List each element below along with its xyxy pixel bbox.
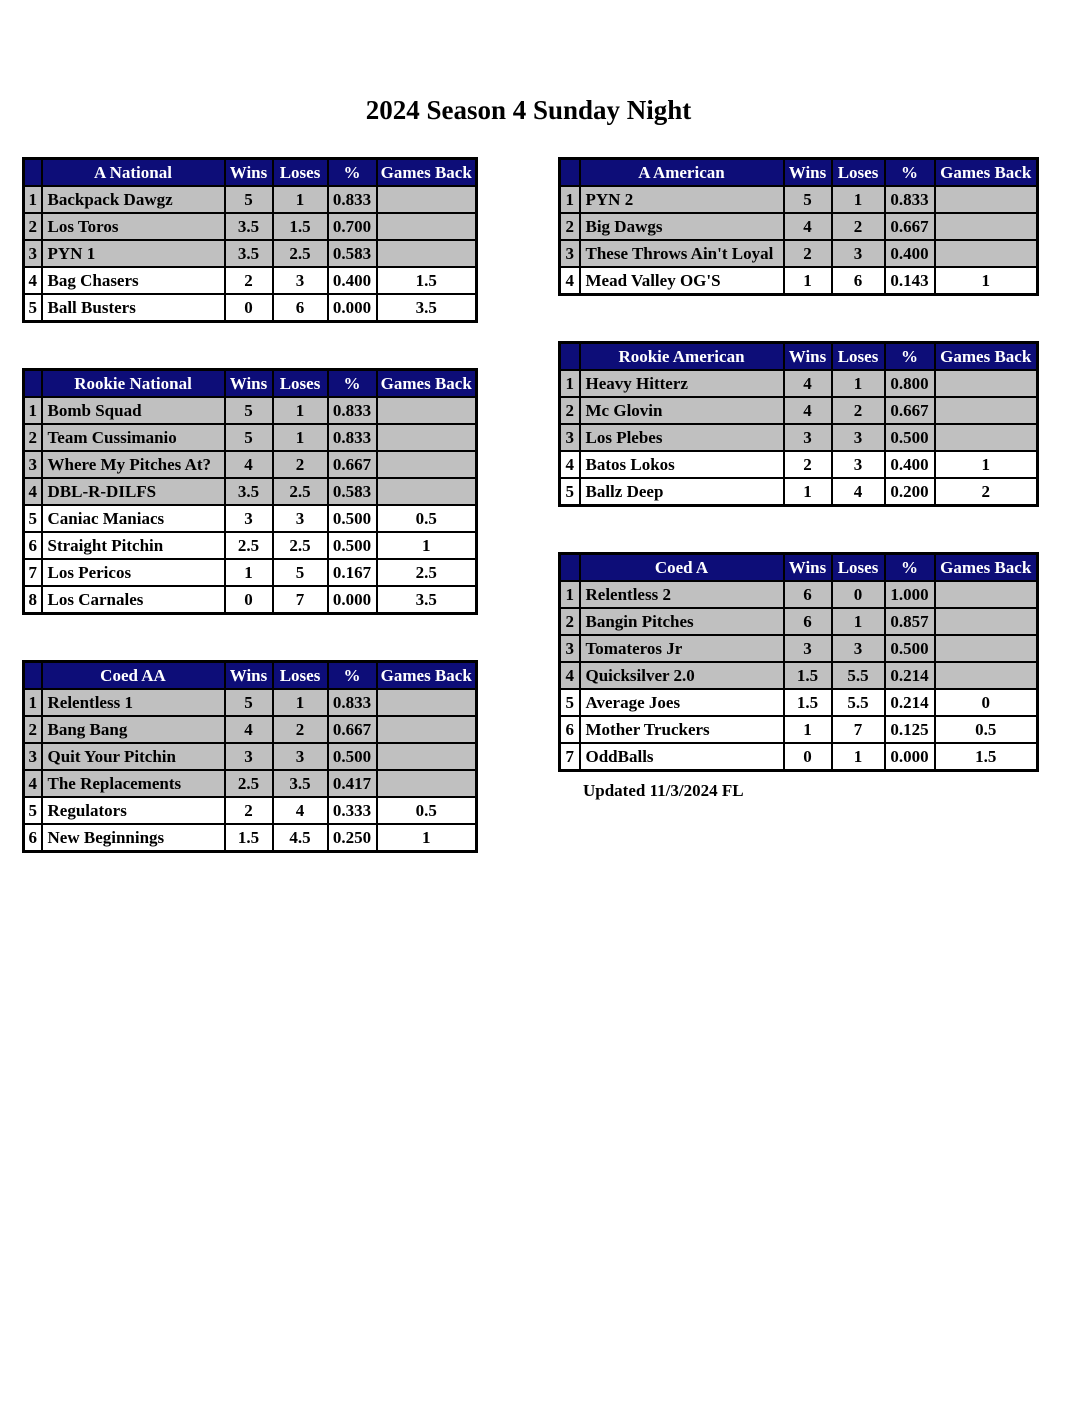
rank-cell: 4 bbox=[24, 478, 42, 505]
rank-cell: 2 bbox=[560, 608, 580, 635]
loses-cell: 3 bbox=[273, 505, 328, 532]
wins-cell: 2.5 bbox=[225, 770, 273, 797]
loses-cell: 7 bbox=[832, 716, 885, 743]
pct-header: % bbox=[328, 159, 377, 187]
wins-header: Wins bbox=[784, 554, 832, 582]
team-row bbox=[24, 797, 477, 824]
division-title: A American bbox=[580, 159, 784, 187]
header-row bbox=[560, 343, 1038, 371]
rank-cell: 2 bbox=[560, 213, 580, 240]
wins-cell: 5 bbox=[784, 186, 832, 213]
games-back-cell bbox=[935, 581, 1038, 608]
games-back-cell: 1 bbox=[935, 451, 1038, 478]
loses-header: Loses bbox=[273, 159, 328, 187]
loses-cell: 1 bbox=[832, 186, 885, 213]
team-name: Los Toros bbox=[42, 213, 225, 240]
pct-cell: 0.333 bbox=[328, 797, 377, 824]
pct-cell: 0.500 bbox=[885, 424, 935, 451]
team-name: Bang Bang bbox=[42, 716, 225, 743]
team-row bbox=[24, 294, 477, 322]
loses-cell: 1 bbox=[273, 397, 328, 424]
wins-cell: 5 bbox=[225, 397, 273, 424]
loses-cell: 3.5 bbox=[273, 770, 328, 797]
wins-cell: 1 bbox=[784, 478, 832, 506]
team-row bbox=[560, 689, 1038, 716]
team-row bbox=[24, 716, 477, 743]
pct-cell: 0.833 bbox=[328, 397, 377, 424]
pct-cell: 0.500 bbox=[328, 743, 377, 770]
wins-cell: 3 bbox=[225, 505, 273, 532]
pct-cell: 0.667 bbox=[885, 213, 935, 240]
rank-cell: 4 bbox=[24, 267, 42, 294]
rank-header-cell bbox=[24, 662, 42, 690]
team-name: PYN 2 bbox=[580, 186, 784, 213]
pct-cell: 0.143 bbox=[885, 267, 935, 295]
games-back-header: Games Back bbox=[935, 159, 1038, 187]
team-name: Big Dawgs bbox=[580, 213, 784, 240]
wins-cell: 3.5 bbox=[225, 213, 273, 240]
rank-header-cell bbox=[24, 370, 42, 398]
loses-cell: 2 bbox=[832, 213, 885, 240]
team-name: Straight Pitchin bbox=[42, 532, 225, 559]
rank-cell: 7 bbox=[560, 743, 580, 771]
team-name: Ballz Deep bbox=[580, 478, 784, 506]
loses-cell: 1 bbox=[832, 743, 885, 771]
loses-cell: 1 bbox=[273, 424, 328, 451]
rank-cell: 5 bbox=[560, 478, 580, 506]
pct-cell: 0.417 bbox=[328, 770, 377, 797]
rank-cell: 1 bbox=[560, 370, 580, 397]
rank-header-cell bbox=[560, 343, 580, 371]
rank-cell: 6 bbox=[560, 716, 580, 743]
loses-cell: 1 bbox=[832, 608, 885, 635]
team-name: Relentless 1 bbox=[42, 689, 225, 716]
rank-cell: 5 bbox=[24, 797, 42, 824]
team-row bbox=[560, 370, 1038, 397]
games-back-cell bbox=[377, 478, 477, 505]
loses-cell: 3 bbox=[273, 743, 328, 770]
wins-cell: 1.5 bbox=[784, 662, 832, 689]
team-name: Team Cussimanio bbox=[42, 424, 225, 451]
games-back-cell bbox=[377, 240, 477, 267]
team-row bbox=[24, 532, 477, 559]
games-back-cell: 1 bbox=[377, 824, 477, 852]
standings-table-coed-a bbox=[558, 552, 1039, 772]
team-name: Regulators bbox=[42, 797, 225, 824]
team-row bbox=[560, 240, 1038, 267]
header-row bbox=[560, 554, 1038, 582]
team-row bbox=[24, 689, 477, 716]
wins-cell: 3 bbox=[784, 635, 832, 662]
games-back-cell: 0 bbox=[935, 689, 1038, 716]
wins-cell: 3.5 bbox=[225, 240, 273, 267]
wins-cell: 2 bbox=[784, 240, 832, 267]
loses-cell: 3 bbox=[832, 424, 885, 451]
team-name: Bomb Squad bbox=[42, 397, 225, 424]
team-name: Bag Chasers bbox=[42, 267, 225, 294]
wins-cell: 1 bbox=[784, 267, 832, 295]
rank-cell: 1 bbox=[560, 186, 580, 213]
team-row bbox=[24, 451, 477, 478]
games-back-cell: 0.5 bbox=[377, 797, 477, 824]
pct-cell: 0.500 bbox=[328, 505, 377, 532]
team-row bbox=[560, 186, 1038, 213]
pct-cell: 0.667 bbox=[328, 451, 377, 478]
rank-cell: 5 bbox=[560, 689, 580, 716]
team-name: OddBalls bbox=[580, 743, 784, 771]
team-name: PYN 1 bbox=[42, 240, 225, 267]
pct-cell: 0.214 bbox=[885, 689, 935, 716]
loses-cell: 2.5 bbox=[273, 240, 328, 267]
team-row bbox=[24, 240, 477, 267]
loses-cell: 5.5 bbox=[832, 662, 885, 689]
loses-cell: 2 bbox=[273, 451, 328, 478]
rank-cell: 4 bbox=[560, 267, 580, 295]
rank-cell: 1 bbox=[560, 581, 580, 608]
loses-cell: 0 bbox=[832, 581, 885, 608]
pct-cell: 0.500 bbox=[328, 532, 377, 559]
games-back-cell bbox=[377, 743, 477, 770]
rank-cell: 5 bbox=[24, 505, 42, 532]
games-back-cell: 1.5 bbox=[377, 267, 477, 294]
standings-table-rookie-national bbox=[22, 368, 478, 615]
loses-cell: 1 bbox=[832, 370, 885, 397]
wins-cell: 2.5 bbox=[225, 532, 273, 559]
games-back-cell bbox=[377, 213, 477, 240]
team-row bbox=[24, 586, 477, 614]
page-title: 2024 Season 4 Sunday Night bbox=[365, 95, 692, 125]
left-column bbox=[22, 157, 478, 898]
wins-header: Wins bbox=[784, 159, 832, 187]
wins-cell: 1.5 bbox=[225, 824, 273, 852]
wins-cell: 2 bbox=[784, 451, 832, 478]
wins-cell: 5 bbox=[225, 689, 273, 716]
rank-cell: 3 bbox=[560, 635, 580, 662]
games-back-cell bbox=[935, 424, 1038, 451]
rank-header-cell bbox=[560, 159, 580, 187]
team-row bbox=[24, 743, 477, 770]
team-row bbox=[560, 478, 1038, 506]
pct-cell: 0.200 bbox=[885, 478, 935, 506]
loses-cell: 2.5 bbox=[273, 478, 328, 505]
pct-cell: 0.800 bbox=[885, 370, 935, 397]
loses-cell: 3 bbox=[832, 240, 885, 267]
team-name: New Beginnings bbox=[42, 824, 225, 852]
loses-header: Loses bbox=[832, 554, 885, 582]
games-back-cell: 2 bbox=[935, 478, 1038, 506]
team-name: Heavy Hitterz bbox=[580, 370, 784, 397]
loses-cell: 4 bbox=[273, 797, 328, 824]
wins-cell: 0 bbox=[225, 586, 273, 614]
games-back-cell bbox=[377, 716, 477, 743]
loses-cell: 7 bbox=[273, 586, 328, 614]
rank-cell: 3 bbox=[24, 743, 42, 770]
pct-header: % bbox=[885, 159, 935, 187]
pct-header: % bbox=[328, 370, 377, 398]
pct-cell: 0.833 bbox=[328, 689, 377, 716]
pct-cell: 0.583 bbox=[328, 478, 377, 505]
pct-header: % bbox=[885, 554, 935, 582]
loses-cell: 6 bbox=[273, 294, 328, 322]
rank-cell: 8 bbox=[24, 586, 42, 614]
games-back-cell: 2.5 bbox=[377, 559, 477, 586]
team-row bbox=[560, 716, 1038, 743]
header-row bbox=[24, 370, 477, 398]
loses-header: Loses bbox=[832, 343, 885, 371]
loses-cell: 5.5 bbox=[832, 689, 885, 716]
games-back-cell bbox=[935, 662, 1038, 689]
pct-cell: 0.833 bbox=[328, 186, 377, 213]
games-back-cell bbox=[377, 451, 477, 478]
rank-cell: 3 bbox=[24, 240, 42, 267]
pct-header: % bbox=[328, 662, 377, 690]
team-name: Relentless 2 bbox=[580, 581, 784, 608]
pct-cell: 0.000 bbox=[328, 586, 377, 614]
rank-cell: 4 bbox=[560, 662, 580, 689]
rank-cell: 2 bbox=[24, 424, 42, 451]
rank-cell: 3 bbox=[560, 240, 580, 267]
wins-header: Wins bbox=[225, 662, 273, 690]
pct-cell: 0.833 bbox=[328, 424, 377, 451]
pct-cell: 0.125 bbox=[885, 716, 935, 743]
team-row bbox=[24, 505, 477, 532]
rank-cell: 2 bbox=[24, 213, 42, 240]
pct-cell: 0.857 bbox=[885, 608, 935, 635]
games-back-cell: 1 bbox=[935, 267, 1038, 295]
wins-cell: 0 bbox=[225, 294, 273, 322]
loses-cell: 4 bbox=[832, 478, 885, 506]
wins-cell: 4 bbox=[784, 213, 832, 240]
games-back-header: Games Back bbox=[377, 159, 477, 187]
wins-cell: 1 bbox=[784, 716, 832, 743]
division-title: Rookie American bbox=[580, 343, 784, 371]
wins-cell: 0 bbox=[784, 743, 832, 771]
games-back-cell bbox=[935, 186, 1038, 213]
wins-cell: 3 bbox=[225, 743, 273, 770]
pct-cell: 0.250 bbox=[328, 824, 377, 852]
loses-cell: 2.5 bbox=[273, 532, 328, 559]
standings-table-rookie-american bbox=[558, 341, 1039, 507]
team-row bbox=[560, 608, 1038, 635]
wins-cell: 4 bbox=[784, 397, 832, 424]
games-back-cell bbox=[935, 240, 1038, 267]
team-name: Ball Busters bbox=[42, 294, 225, 322]
games-back-cell: 0.5 bbox=[377, 505, 477, 532]
pct-cell: 0.583 bbox=[328, 240, 377, 267]
rank-header-cell bbox=[24, 159, 42, 187]
division-title: Rookie National bbox=[42, 370, 225, 398]
games-back-cell bbox=[377, 689, 477, 716]
loses-cell: 1.5 bbox=[273, 213, 328, 240]
team-row bbox=[24, 559, 477, 586]
team-row bbox=[560, 267, 1038, 295]
team-name: Los Plebes bbox=[580, 424, 784, 451]
team-name: These Throws Ain't Loyal bbox=[580, 240, 784, 267]
header-row bbox=[24, 159, 477, 187]
games-back-cell: 3.5 bbox=[377, 586, 477, 614]
team-name: Mother Truckers bbox=[580, 716, 784, 743]
wins-cell: 1.5 bbox=[784, 689, 832, 716]
games-back-cell: 1 bbox=[377, 532, 477, 559]
wins-cell: 1 bbox=[225, 559, 273, 586]
games-back-cell bbox=[377, 186, 477, 213]
pct-cell: 0.400 bbox=[885, 451, 935, 478]
wins-cell: 2 bbox=[225, 797, 273, 824]
games-back-cell bbox=[935, 213, 1038, 240]
pct-cell: 0.500 bbox=[885, 635, 935, 662]
rank-cell: 4 bbox=[560, 451, 580, 478]
wins-cell: 3.5 bbox=[225, 478, 273, 505]
pct-cell: 0.833 bbox=[885, 186, 935, 213]
games-back-cell bbox=[935, 608, 1038, 635]
wins-cell: 3 bbox=[784, 424, 832, 451]
team-name: Mc Glovin bbox=[580, 397, 784, 424]
team-name: Batos Lokos bbox=[580, 451, 784, 478]
team-row bbox=[560, 581, 1038, 608]
team-row bbox=[24, 267, 477, 294]
team-row bbox=[560, 213, 1038, 240]
rank-cell: 7 bbox=[24, 559, 42, 586]
team-name: Bangin Pitches bbox=[580, 608, 784, 635]
loses-cell: 1 bbox=[273, 689, 328, 716]
team-row bbox=[24, 770, 477, 797]
team-row bbox=[24, 478, 477, 505]
wins-header: Wins bbox=[225, 370, 273, 398]
header-row bbox=[24, 662, 477, 690]
team-name: Quit Your Pitchin bbox=[42, 743, 225, 770]
loses-cell: 3 bbox=[832, 451, 885, 478]
team-row bbox=[24, 824, 477, 852]
wins-cell: 5 bbox=[225, 186, 273, 213]
wins-cell: 2 bbox=[225, 267, 273, 294]
pct-cell: 0.214 bbox=[885, 662, 935, 689]
wins-cell: 5 bbox=[225, 424, 273, 451]
right-column bbox=[558, 157, 1039, 817]
team-row bbox=[24, 424, 477, 451]
rank-header-cell bbox=[560, 554, 580, 582]
games-back-cell bbox=[935, 635, 1038, 662]
standings-table-coed-aa bbox=[22, 660, 478, 853]
wins-cell: 4 bbox=[225, 716, 273, 743]
games-back-header: Games Back bbox=[377, 662, 477, 690]
games-back-cell bbox=[377, 424, 477, 451]
pct-cell: 0.667 bbox=[328, 716, 377, 743]
team-row bbox=[560, 743, 1038, 771]
wins-cell: 6 bbox=[784, 581, 832, 608]
pct-cell: 0.000 bbox=[885, 743, 935, 771]
wins-header: Wins bbox=[225, 159, 273, 187]
rank-cell: 1 bbox=[24, 186, 42, 213]
loses-cell: 1 bbox=[273, 186, 328, 213]
team-name: Where My Pitches At? bbox=[42, 451, 225, 478]
updated-note: Updated 11/3/2024 FL bbox=[583, 781, 744, 800]
division-title: Coed AA bbox=[42, 662, 225, 690]
team-name: Quicksilver 2.0 bbox=[580, 662, 784, 689]
standings-table-a-american bbox=[558, 157, 1039, 296]
loses-cell: 3 bbox=[832, 635, 885, 662]
wins-cell: 4 bbox=[225, 451, 273, 478]
team-name: Backpack Dawgz bbox=[42, 186, 225, 213]
rank-cell: 1 bbox=[24, 397, 42, 424]
loses-header: Loses bbox=[273, 662, 328, 690]
games-back-header: Games Back bbox=[935, 343, 1038, 371]
loses-cell: 3 bbox=[273, 267, 328, 294]
team-row bbox=[560, 662, 1038, 689]
team-row bbox=[560, 635, 1038, 662]
loses-cell: 4.5 bbox=[273, 824, 328, 852]
loses-cell: 5 bbox=[273, 559, 328, 586]
wins-cell: 6 bbox=[784, 608, 832, 635]
games-back-cell: 3.5 bbox=[377, 294, 477, 322]
team-row bbox=[24, 213, 477, 240]
games-back-cell: 1.5 bbox=[935, 743, 1038, 771]
team-name: Los Carnales bbox=[42, 586, 225, 614]
team-name: Tomateros Jr bbox=[580, 635, 784, 662]
team-name: Los Pericos bbox=[42, 559, 225, 586]
team-row bbox=[560, 397, 1038, 424]
team-name: Average Joes bbox=[580, 689, 784, 716]
games-back-cell bbox=[935, 370, 1038, 397]
games-back-header: Games Back bbox=[377, 370, 477, 398]
team-name: Caniac Maniacs bbox=[42, 505, 225, 532]
loses-header: Loses bbox=[832, 159, 885, 187]
pct-cell: 1.000 bbox=[885, 581, 935, 608]
loses-header: Loses bbox=[273, 370, 328, 398]
team-name: DBL-R-DILFS bbox=[42, 478, 225, 505]
pct-header: % bbox=[885, 343, 935, 371]
loses-cell: 6 bbox=[832, 267, 885, 295]
pct-cell: 0.167 bbox=[328, 559, 377, 586]
standings-table-a-national bbox=[22, 157, 478, 323]
games-back-header: Games Back bbox=[935, 554, 1038, 582]
rank-cell: 6 bbox=[24, 532, 42, 559]
games-back-cell bbox=[377, 397, 477, 424]
team-row bbox=[24, 186, 477, 213]
team-row bbox=[24, 397, 477, 424]
pct-cell: 0.400 bbox=[885, 240, 935, 267]
pct-cell: 0.667 bbox=[885, 397, 935, 424]
games-back-cell bbox=[935, 397, 1038, 424]
games-back-cell: 0.5 bbox=[935, 716, 1038, 743]
team-name: Mead Valley OG'S bbox=[580, 267, 784, 295]
rank-cell: 6 bbox=[24, 824, 42, 852]
team-row bbox=[560, 451, 1038, 478]
pct-cell: 0.400 bbox=[328, 267, 377, 294]
rank-cell: 2 bbox=[24, 716, 42, 743]
rank-cell: 2 bbox=[560, 397, 580, 424]
team-row bbox=[560, 424, 1038, 451]
rank-cell: 3 bbox=[24, 451, 42, 478]
wins-header: Wins bbox=[784, 343, 832, 371]
rank-cell: 3 bbox=[560, 424, 580, 451]
rank-cell: 4 bbox=[24, 770, 42, 797]
loses-cell: 2 bbox=[832, 397, 885, 424]
rank-cell: 5 bbox=[24, 294, 42, 322]
division-title: Coed A bbox=[580, 554, 784, 582]
division-title: A National bbox=[42, 159, 225, 187]
team-name: The Replacements bbox=[42, 770, 225, 797]
pct-cell: 0.000 bbox=[328, 294, 377, 322]
games-back-cell bbox=[377, 770, 477, 797]
rank-cell: 1 bbox=[24, 689, 42, 716]
pct-cell: 0.700 bbox=[328, 213, 377, 240]
header-row bbox=[560, 159, 1038, 187]
loses-cell: 2 bbox=[273, 716, 328, 743]
wins-cell: 4 bbox=[784, 370, 832, 397]
